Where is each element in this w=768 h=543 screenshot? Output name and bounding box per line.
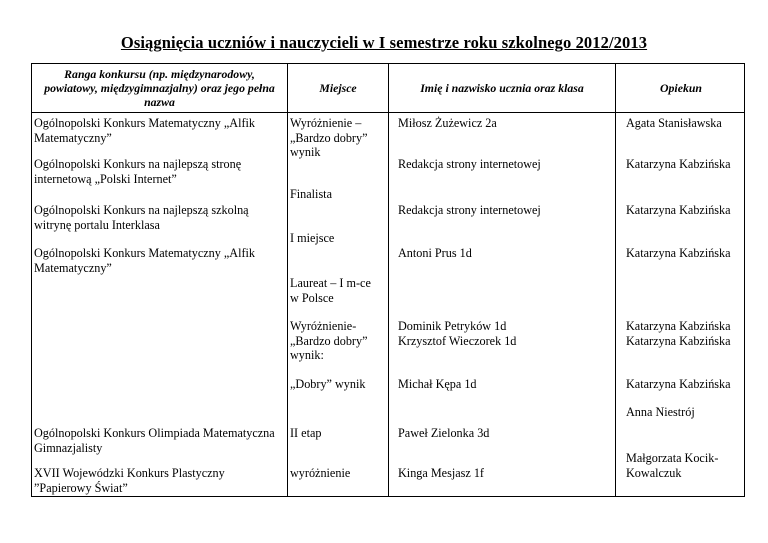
student-entry bbox=[398, 203, 541, 218]
text-line: Katarzyna Kabzińska bbox=[626, 319, 731, 333]
text-line: Katarzyna Kabzińska bbox=[626, 333, 731, 348]
text-line: Redakcja strony internetowej bbox=[398, 157, 541, 171]
competition-entry bbox=[34, 203, 249, 232]
text-line: Wyróżnienie- bbox=[290, 319, 357, 333]
competition-entry bbox=[34, 116, 255, 145]
text-line: w Polsce bbox=[290, 290, 334, 305]
text-line: II etap bbox=[290, 426, 322, 440]
text-line: Katarzyna Kabzińska bbox=[626, 246, 731, 260]
text-line: Paweł Zielonka 3d bbox=[398, 426, 490, 440]
tutor-entry bbox=[626, 319, 731, 348]
text-line: XVII Wojewódzki Konkurs Plastyczny bbox=[34, 466, 225, 480]
header-competition bbox=[32, 64, 287, 112]
text-line: Anna Niestrój bbox=[626, 405, 695, 419]
text-line: „Bardzo dobry” bbox=[290, 130, 368, 145]
header-place: Miejsce bbox=[319, 81, 357, 95]
tutor-entry bbox=[626, 203, 731, 218]
text-line: Małgorzata Kocik- bbox=[626, 451, 719, 465]
tutor-entry bbox=[626, 451, 718, 480]
text-line: ”Papierowy Świat” bbox=[34, 480, 128, 495]
text-line: Matematyczny” bbox=[34, 260, 112, 275]
column-divider bbox=[615, 64, 616, 496]
header-tutor: Opiekun bbox=[660, 81, 702, 95]
text-line: witrynę portalu Interklasa bbox=[34, 217, 160, 232]
text-line: Kinga Mesjasz 1f bbox=[398, 466, 484, 480]
header-student: Imię i nazwisko ucznia oraz klasa bbox=[420, 81, 584, 95]
tutor-entry bbox=[626, 246, 731, 261]
student-entry bbox=[398, 116, 497, 131]
text-line: Finalista bbox=[290, 187, 332, 201]
text-line: wynik: bbox=[290, 348, 324, 362]
text-line: Antoni Prus 1d bbox=[398, 246, 472, 260]
text-line: Laureat – I m-ce bbox=[290, 276, 371, 290]
text-line: Ogólnopolski Konkurs Olimpiada Matematyczna bbox=[34, 426, 275, 440]
place-entry bbox=[290, 231, 334, 246]
place-entry bbox=[290, 466, 350, 481]
place-entry bbox=[290, 276, 371, 305]
place-entry bbox=[290, 319, 368, 363]
student-entry bbox=[398, 426, 489, 441]
student-entry bbox=[398, 377, 477, 392]
text-line: I miejsce bbox=[290, 231, 335, 245]
competition-entry bbox=[34, 157, 241, 186]
achievements-table bbox=[31, 63, 745, 497]
competition-entry bbox=[34, 426, 275, 455]
text-line: Ogólnopolski Konkurs na najlepszą stronę bbox=[34, 157, 242, 171]
text-line: Krzysztof Wieczorek 1d bbox=[398, 333, 517, 348]
tutor-entry bbox=[626, 157, 731, 172]
text-line: Miłosz Żużewicz 2a bbox=[398, 116, 497, 130]
place-entry bbox=[290, 426, 321, 441]
text-line: „Bardzo dobry” bbox=[290, 333, 368, 348]
text-line: Wyróżnienie – bbox=[290, 116, 362, 130]
text-line: Matematyczny” bbox=[34, 130, 112, 145]
text-line: Redakcja strony internetowej bbox=[398, 203, 541, 217]
tutor-entry bbox=[626, 116, 722, 131]
header-line: powiatowy, międzygimnazjalny) oraz jego pełna bbox=[44, 81, 275, 95]
student-entry bbox=[398, 466, 484, 481]
text-line: Dominik Petryków 1d bbox=[398, 319, 507, 333]
place-entry bbox=[290, 377, 365, 392]
column-divider bbox=[287, 64, 288, 496]
text-line: Agata Stanisławska bbox=[626, 116, 722, 130]
text-line: wyróżnienie bbox=[290, 466, 351, 480]
text-line: internetową „Polski Internet” bbox=[34, 171, 177, 186]
column-divider bbox=[388, 64, 389, 496]
header-line: nazwa bbox=[144, 95, 175, 109]
text-line: Michał Kępa 1d bbox=[398, 377, 477, 391]
text-line: Katarzyna Kabzińska bbox=[626, 203, 731, 217]
text-line: Gimnazjalisty bbox=[34, 440, 103, 455]
text-line: Ogólnopolski Konkurs Matematyczny „Alfik bbox=[34, 246, 256, 260]
text-line: wynik bbox=[290, 145, 321, 159]
header-divider bbox=[32, 112, 744, 113]
competition-entry bbox=[34, 246, 255, 275]
header-line: Ranga konkursu (np. międzynarodowy, bbox=[64, 67, 255, 81]
tutor-entry bbox=[626, 377, 731, 392]
text-line: „Dobry” wynik bbox=[290, 377, 366, 391]
student-entry bbox=[398, 319, 516, 348]
place-entry bbox=[290, 116, 368, 160]
text-line: Ogólnopolski Konkurs Matematyczny „Alfik bbox=[34, 116, 256, 130]
student-entry bbox=[398, 246, 472, 261]
student-entry bbox=[398, 157, 541, 172]
text-line: Katarzyna Kabzińska bbox=[626, 377, 731, 391]
place-entry bbox=[290, 187, 332, 202]
competition-entry bbox=[34, 466, 225, 495]
page-title: Osiągnięcia uczniów i nauczycieli w I semestrze roku szkolnego 2012/2013 bbox=[120, 33, 648, 52]
tutor-entry bbox=[626, 405, 695, 420]
text-line: Kowalczuk bbox=[626, 465, 682, 480]
text-line: Katarzyna Kabzińska bbox=[626, 157, 731, 171]
text-line: Ogólnopolski Konkurs na najlepszą szkolną bbox=[34, 203, 249, 217]
